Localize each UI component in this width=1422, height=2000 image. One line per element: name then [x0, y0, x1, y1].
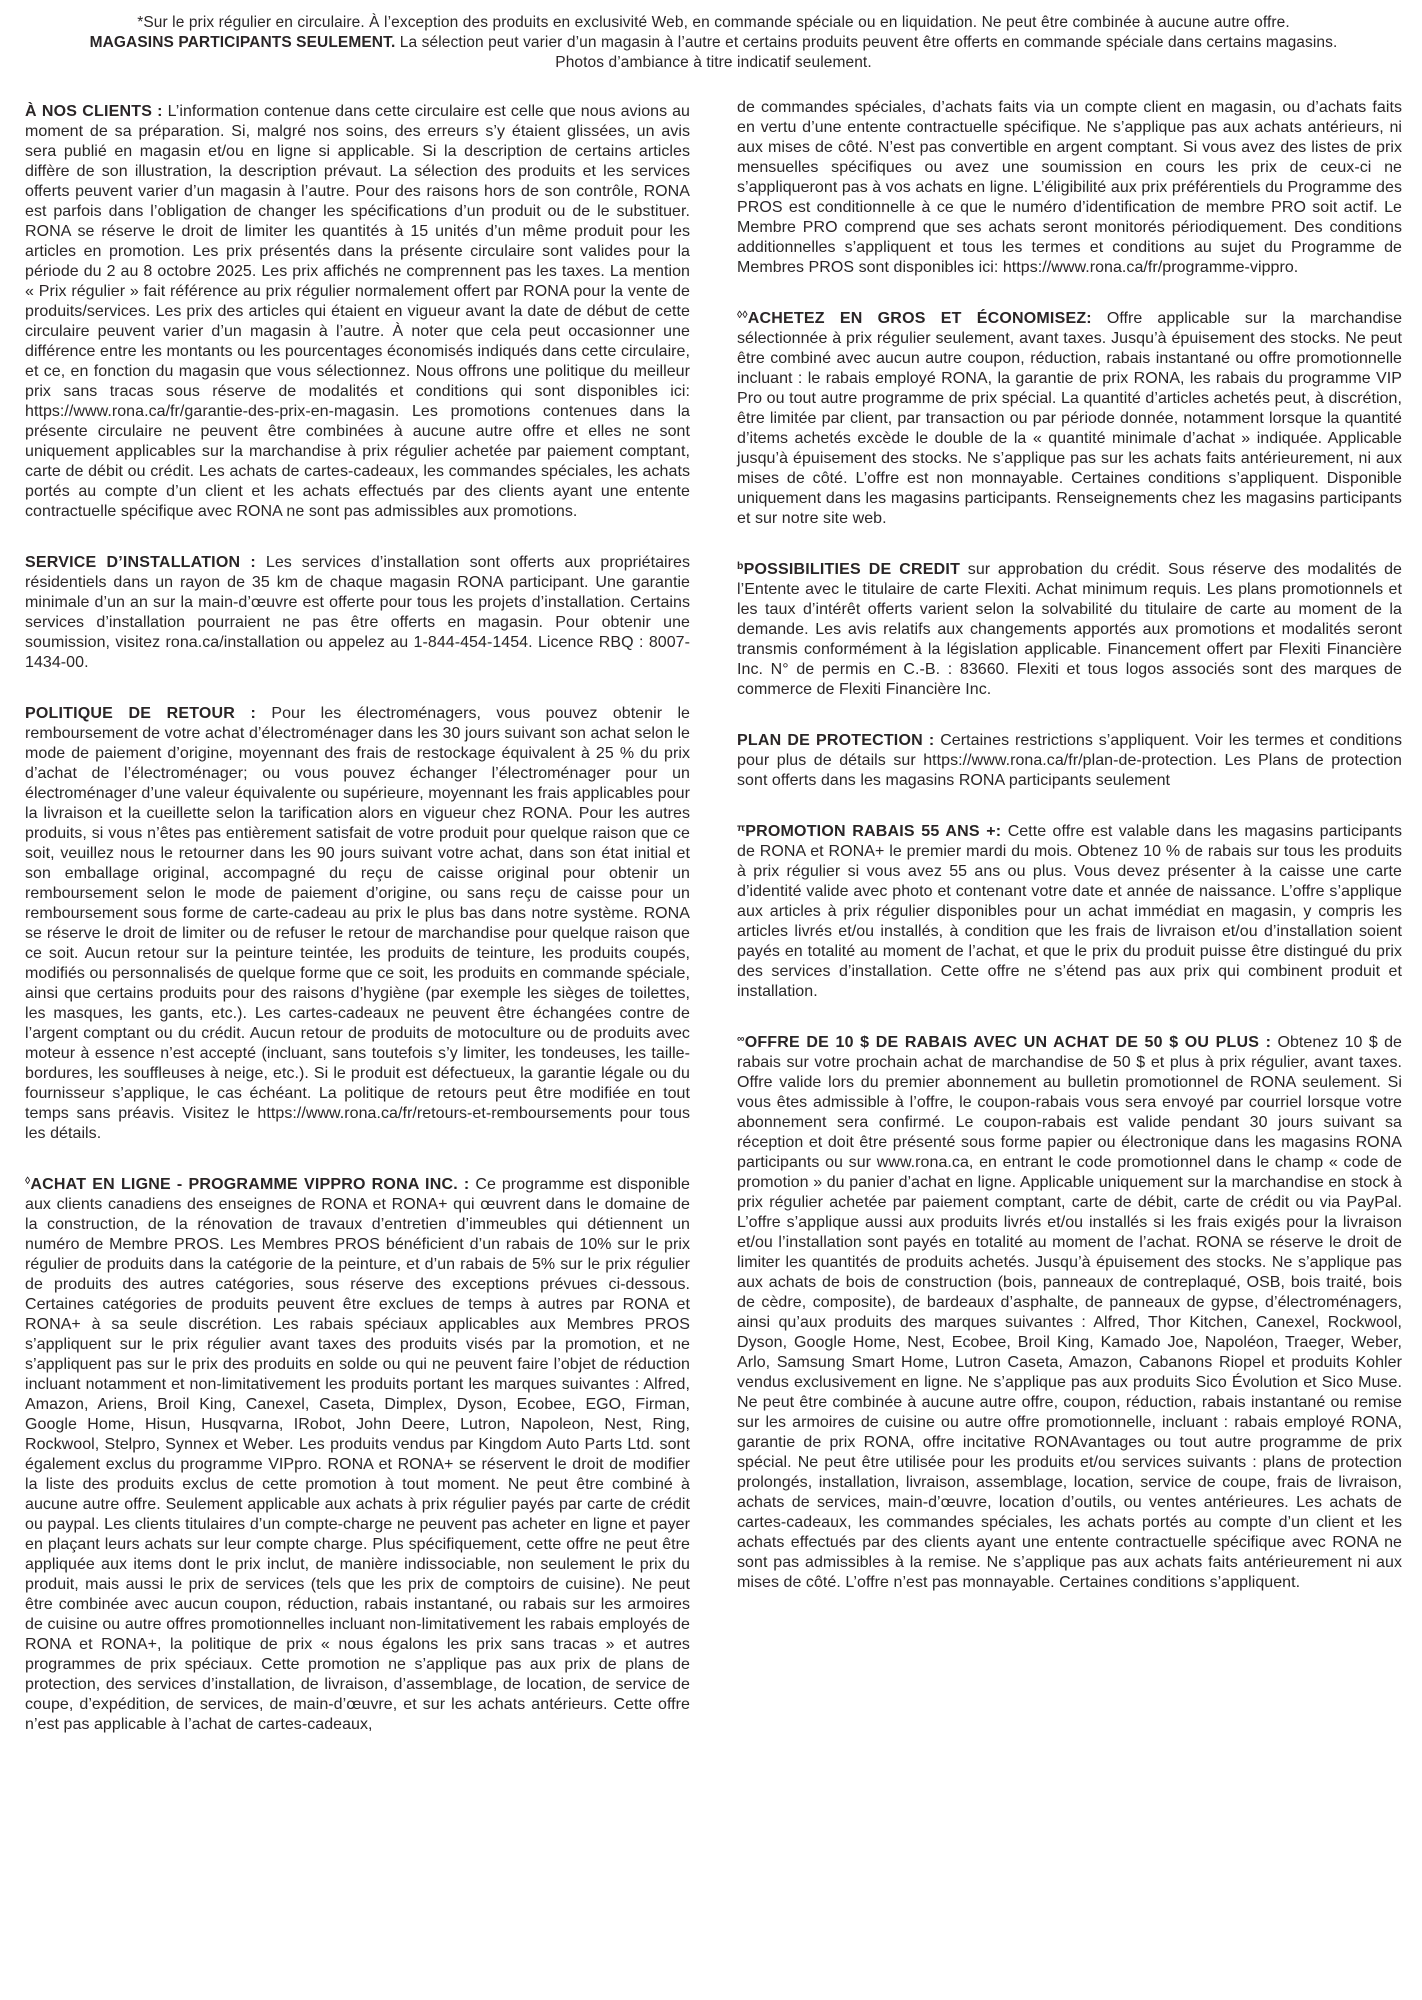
paragraph-body: Ce programme est disponible aux clients canadiens des enseignes de RONA et RONA+ qui œuvrent dans le domaine de la construction, de la rénovation de travaux d’entretien d’immeubles qui détiennent un numéro de Membre PROS. Les Membres PROS bénéficient d’un rabais de 10% sur le prix régulier de produits dans la catégorie de la peinture, et d’un rabais de 5% sur le prix régulier de produits des autres catégories, sous réserve des exceptions prévues ci-dessous. Certaines catégories de produits peuvent être exclues de temps à autres par RONA et RONA+ à sa seule discrétion. Les rabais spéciaux applicables aux Membres PROS s’appliquent sur le prix régulier avant taxes des produits visés par la promotion, et ne s’appliquent pas sur le prix des produits en solde ou qui ne peuvent faire l’objet de réduction incluant notamment et non-limitativement les produits portant les marques suivantes : Alfred, Amazon, Ariens, Broil King, Canexel, Caseta, Dimplex, Dyson, Ecobee, EGO, Firman, Google Home, Hisun, Husqvarna, IRobot, John Deere, Lutron, Napoleon, Nest, Ring, Rockwool, Stelpro, Synnex et Weber. Les produits vendus par Kingdom Auto Parts Ltd. sont également exclus du programme VIPpro. RONA et RONA+ se réservent le droit de modifier la liste des produits exclus de cette promotion à tout moment. Ne peut être combiné à aucune autre offre. Seulement applicable aux achats à prix régulier payés par carte de crédit ou paypal. Les clients titulaires d’un compte-charge ne peuvent pas acheter en ligne et payer en plaçant leurs achats sur leur compte charge. Plus spécifiquement, cette offre ne peut être appliquée aux items dont le prix inclut, de manière indissociable, non seulement le prix du produit, mais aussi le prix de services (tels que les prix de comptoirs de cuisine). Ne peut être combinée avec aucun coupon, réduction, rabais instantané, ou rabais sur les armoires de cuisine ou autre offres promotionnelles incluant non-limitativement les rabais employés de RONA et RONA+, la politique de prix « nous égalons les prix sans tracas » et autres programmes de prix spéciaux. Cette promotion ne s’applique pas aux prix de plans de protection, des services d’installation, de livraison, d’assemblage, de location, de service de coupe, d’expédition, de services, de main-d’œuvre, et sur les achats antérieurs. Cette offre n’est pas applicable à l’achat de cartes-cadeaux,: [25, 1176, 691, 1733]
paragraph-heading: [25, 705, 256, 722]
right-column: [737, 98, 1402, 1593]
paragraph-prefix: b: [737, 560, 744, 572]
paragraph-heading-text: OFFRE DE 10 $ DE RABAIS AVEC UN ACHAT DE 50 $ OU PLUS :: [744, 1034, 1272, 1051]
paragraph-heading: [737, 732, 934, 749]
legal-paragraph-politique-retour: [25, 700, 690, 1144]
legal-paragraph-a-nos-clients: [25, 98, 690, 522]
paragraph-heading: [737, 1034, 1271, 1051]
paragraph-heading-text: À NOS CLIENTS :: [25, 103, 163, 120]
paragraph-heading-text: PROMOTION RABAIS 55 ANS +:: [745, 823, 1002, 840]
header-line-3: Photos d’ambiance à titre indicatif seulement.: [555, 54, 872, 71]
header-line-2-rest: La sélection peut varier d’un magasin à l’autre et certains produits peuvent être offerts en commande spéciale dans certains magasins.: [399, 34, 1338, 51]
header-line-2: [25, 33, 1402, 53]
legal-paragraph-plan-protection: [737, 727, 1402, 791]
paragraph-body: Les services d’installation sont offerts aux propriétaires résidentiels dans un rayon de 35 km de chaque magasin RONA participant. Une garantie minimale d’un an sur la main-d’œuvre est offerte pour tous les projets d’installation. Certains services d’installation pourraient ne pas être offerts en magasin. Pour obtenir une soumission, visitez rona.ca/installation ou appelez au 1-844-454-1454. Licence RBQ : 8007-1434-00.: [25, 554, 691, 671]
paragraph-heading: [25, 1176, 469, 1193]
paragraph-prefix: ◊: [25, 1175, 31, 1187]
disclaimer-header: [25, 13, 1402, 73]
paragraph-body: Obtenez 10 $ de rabais sur votre prochain achat de marchandise de 50 $ et plus à prix régulier, avant taxes. Offre valide lors du premier abonnement au bulletin promotionnel de RONA seulement. Si vous êtes admissible à l’offre, le coupon-rabais vous sera envoyé par courriel lorsque votre abonnement sera confirmé. Le coupon-rabais est valide pendant 30 jours suivant sa réception et doit être présenté sous forme papier ou électronique dans les magasins RONA participants ou sur www.rona.ca, en entrant le code promotionnel dans le champ « code de promotion » du panier d’achat en ligne. Applicable uniquement sur la marchandise en stock à prix régulier achetée par paiement comptant, carte de débit, carte de crédit ou via PayPal. L’offre s’applique aussi aux produits livrés et/ou installés si les frais exigés pour la livraison et/ou l’installation sont payés en totalité au moment de l’achat. RONA se réserve le droit de limiter les quantités de produits achetés. Jusqu’à épuisement des stocks. Ne s’applique pas aux achats de bois de construction (bois, panneaux de contreplaqué, OSB, bois traité, bois de cèdre, composite), de bardeaux d’asphalte, de panneaux de gypse, d’électroménagers, ainsi qu’aux produits des marques suivantes : Alfred, Thor Kitchen, Canexel, Rockwool, Dyson, Google Home, Nest, Ecobee, Broil King, Kamado Joe, Napoléon, Traeger, Weber, Arlo, Samsung Smart Home, Lutron Caseta, Amazon, Cabanons Riopel et produits Kohler vendus exclusivement en ligne. Ne s’applique pas aux produits Sico Évolution et Sico Muse. Ne peut être combinée à aucune autre offre, coupon, réduction, rabais instantané ou remise sur les armoires de cuisine ou autre offre promotionnelle, incluant : rabais employé RONA, garantie de prix RONA, offre incitative RONAvantages ou tout autre programme de prix spécial. Ne peut être utilisée pour les produits et/ou services suivants : plans de protection prolongés, installation, livraison, assemblage, location, service de coupe, frais de livraison, achats de services, main-d’œuvre, location d’outils, ou ventes antérieures. Les achats de cartes-cadeaux, les commandes spéciales, les achats portés au compte d’un client et les achats effectués par des clients ayant une entente contractuelle spécifique avec RONA ne sont pas admissibles à la remise. Ne s’applique pas aux achats faits antérieurement ni aux mises de côté. L’offre n’est pas monnayable. Certaines conditions s’appliquent.: [737, 1034, 1402, 1591]
legal-paragraph-possibilites-credit: [737, 556, 1402, 700]
paragraph-body: Pour les électroménagers, vous pouvez obtenir le remboursement de votre achat d’électroménager dans les 30 jours suivant son achat selon le mode de paiement d’origine, moyennant des frais de restockage équivalent à 25 % du prix d’achat de l’électroménager; ou vous pouvez échanger l’électroménager pour un électroménager d’une valeur équivalente ou supérieure, moyennant les frais applicables pour la livraison et la cueillette selon la tarification alors en vigueur chez RONA. Pour les autres produits, si vous n’êtes pas entièrement satisfait de votre produit pour quelque raison que ce soit, veuillez nous le retourner dans les 90 jours suivant votre achat, dans son état initial et son emballage original, accompagné du reçu de caisse original pour obtenir un remboursement selon le mode de paiement d’origine, ou sans reçu de caisse pour un remboursement sous forme de carte-cadeau au prix le plus bas dans notre système. RONA se réserve le droit de limiter ou de refuser le retour de marchandise pour quelque raison que ce soit. Aucun retour sur la peinture teintée, les produits de teinture, les produits coupés, modifiés ou personnalisés de quelque forme que ce soit, les produits en commande spéciale, ainsi que certains produits pour des raisons d’hygiène (par exemple les sièges de toilettes, les masques, les gants, etc.). Les cartes-cadeaux ne peuvent être échangées contre de l’argent comptant ou du crédit. Aucun retour de produits de motoculture ou de produits avec moteur à essence n’est accepté (incluant, sans toutefois s’y limiter, les tondeuses, les taille-bordures, les souffleuses à neige, etc.). Si le produit est défectueux, la garantie légale ou du fournisseur s’applique, le cas échéant. La politique de retours peut être modifiée en tout temps sans préavis. Visitez le https://www.rona.ca/fr/retours-et-remboursements pour tous les détails.: [25, 705, 690, 1142]
legal-paragraph-vippro-continuation: [737, 98, 1402, 278]
paragraph-body: L’information contenue dans cette circulaire est celle que nous avions au moment de sa préparation. Si, malgré nos soins, des erreurs s’y étaient glissées, un avis sera publié en magasin et/ou en ligne si applicable. Si la description de certains articles diffère de son illustration, la description prévaut. La sélection des produits et les services offerts peuvent varier d’un magasin à l’autre. Pour des raisons hors de son contrôle, RONA est parfois dans l’obligation de changer les spécifications d’un produit ou de le substituer. RONA se réserve le droit de limiter les quantités à 15 unités d’un même produit pour les articles en promotion. Les prix présentés dans la présente circulaire sont valides pour la période du 2 au 8 octobre 2025. Les prix affichés ne comprennent pas les taxes. La mention « Prix régulier » fait référence au prix régulier normalement offert par RONA pour la vente de produits/services. Les prix des articles qui étaient en vigueur avant la date de début de cette circulaire peuvent varier d’un magasin à l’autre. À noter que cela peut occasionner une différence entre les montants ou les pourcentages économisés indiqués dans cette circulaire, et ce, en fonction du magasin que vous sélectionnez. Nous offrons une politique du meilleur prix sans tracas sous réserve de modalités et conditions qui sont disponibles ici: https://www.rona.ca/fr/garantie-des-prix-en-magasin. Les promotions contenues dans la présente circulaire ne peuvent être combinées à aucune autre offre et elles ne sont uniquement applicables sur la marchandise à prix régulier achetée par paiement comptant, carte de débit ou crédit. Les achats de cartes-cadeaux, les commandes spéciales, les achats portés au compte d’un client et les achats effectués par des clients ayant une entente contractuelle spécifique avec RONA ne sont pas admissibles aux promotions.: [25, 103, 690, 520]
paragraph-heading-text: PLAN DE PROTECTION :: [737, 732, 935, 749]
legal-paragraph-rabais-55-ans: [737, 818, 1402, 1002]
paragraph-body: de commandes spéciales, d’achats faits via un compte client en magasin, ou d’achats faits en vertu d’une entente contractuelle spécifique. Ne s’applique pas aux achats antérieurs, ni aux mises de côté. N’est pas convertible en argent comptant. Si vous avez des listes de prix mensuelles spécifiques ou avez une soumission en cours les prix de ceux-ci ne s’appliqueront pas à vos achats en ligne. L’éligibilité aux prix préférentiels du Programme des PROS est conditionnelle à ce que le numéro d’identification de membre PRO soit actif. Le Membre PRO comprend que ses achats seront monitorés périodiquement. Des conditions additionnelles s’appliquent et tous les termes et conditions au sujet du Programme de Membres PROS sont disponibles ici: https://www.rona.ca/fr/programme-vippro.: [737, 99, 1402, 276]
legal-columns: [25, 98, 1402, 1735]
legal-paragraph-offre-10-rabais: [737, 1029, 1402, 1593]
paragraph-heading-text: POLITIQUE DE RETOUR :: [25, 705, 257, 722]
paragraph-heading-text: ACHETEZ EN GROS ET ÉCONOMISEZ:: [747, 310, 1092, 327]
paragraph-heading: [25, 103, 163, 120]
left-column: [25, 98, 690, 1735]
legal-paragraph-achat-en-ligne-vippro: [25, 1171, 690, 1735]
header-line-1: *Sur le prix régulier en circulaire. À l’exception des produits en exclusivité Web, en commande spéciale ou en liquidation. Ne peut être combinée à aucune autre offre.: [137, 14, 1290, 31]
paragraph-heading: [737, 823, 1001, 840]
paragraph-heading: [737, 310, 1092, 327]
paragraph-body: Offre applicable sur la marchandise sélectionnée à prix régulier seulement, avant taxes. Jusqu’à épuisement des stocks. Ne peut être combiné avec aucun autre coupon, réduction, rabais instantané ou offre promotionnelle incluant : le rabais employé RONA, la garantie de prix RONA, les rabais du programme VIP Pro ou tout autre programme de prix spécial. La quantité d’articles achetés peut, à discrétion, être limitée par client, par transaction ou par période donnée, notamment lorsque la quantité d’items achetés excède le double de la « quantité minimale d’achat » indiquée. Applicable jusqu’à épuisement des stocks. Ne s’applique pas sur les achats faits antérieurement, ni aux mises de côté. L’offre est non monnayable. Certaines conditions s’appliquent. Disponible uniquement dans les magasins participants. Renseignements chez les magasins participants et sur notre site web.: [737, 310, 1403, 527]
paragraph-heading: [737, 561, 960, 578]
header-line-2-bold: MAGASINS PARTICIPANTS SEULEMENT.: [89, 34, 396, 51]
paragraph-body: sur approbation du crédit. Sous réserve des modalités de l’Entente avec le titulaire de carte Flexiti. Achat minimum requis. Les plans promotionnels et les taux d’intérêt offerts varient selon la solvabilité du titulaire de carte au moment de la demande. Les avis relatifs aux changements apportés aux promotions et modalités seront transmis conformément à la législation applicable. Financement offert par Flexiti Financière Inc. N° de permis en C.-B. : 83660. Flexiti et tous logos associés sont des marques de commerce de Flexiti Financière Inc.: [737, 561, 1402, 698]
paragraph-heading-text: ACHAT EN LIGNE - PROGRAMME VIPPRO RONA INC. :: [30, 1176, 470, 1193]
legal-paragraph-service-installation: [25, 549, 690, 673]
paragraph-prefix: π: [737, 822, 746, 834]
paragraph-body: Certaines restrictions s’appliquent. Voir les termes et conditions pour plus de détails sur https://www.rona.ca/fr/plan-de-protection. Les Plans de protection sont offerts dans les magasins RONA participants seulement: [737, 732, 1402, 789]
paragraph-prefix: ◊◊: [737, 309, 748, 321]
paragraph-prefix: ∞: [737, 1033, 745, 1045]
paragraph-heading: [25, 554, 256, 571]
paragraph-body: Cette offre est valable dans les magasins participants de RONA et RONA+ le premier mardi du mois. Obtenez 10 % de rabais sur tous les produits à prix régulier si vous avez 55 ans ou plus. Vous devez présenter à la caisse une carte d’identité valide avec photo et contenant votre date et année de naissance. L’offre s’applique aux articles à prix régulier disponibles pour un achat immédiat en magasin, y compris les articles livrés et/ou installés, à condition que les frais de livraison et/ou d’installation soient payés en totalité au moment de l’achat, et que le prix du produit puisse être distingué du prix des services d’installation. Cette offre ne s’étend pas aux prix qui combinent produit et installation.: [737, 823, 1403, 1000]
paragraph-heading-text: POSSIBILITIES DE CREDIT: [743, 561, 961, 578]
legal-paragraph-achetez-en-gros: [737, 305, 1402, 529]
paragraph-heading-text: SERVICE D’INSTALLATION :: [25, 554, 256, 571]
